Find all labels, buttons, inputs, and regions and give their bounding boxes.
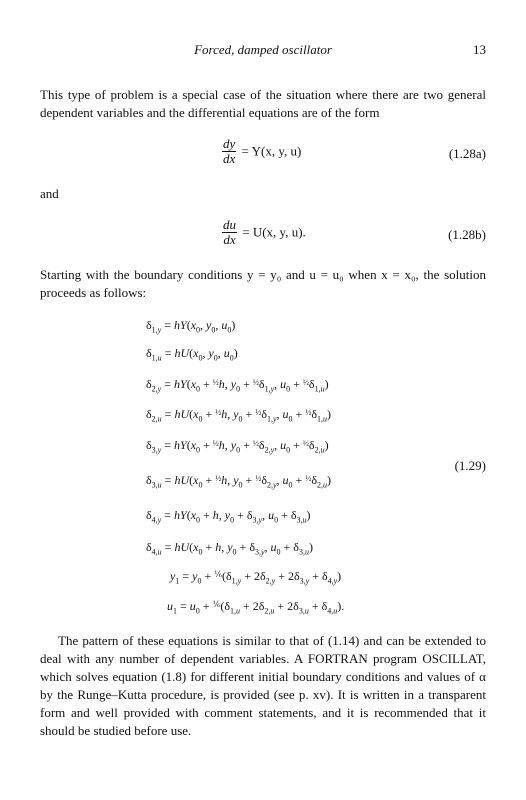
system-line-6: $\delta_{3,u} = hU(x_0 + ^{\frac{1}{2}}h$, $y_0 + ^{\frac{1}{2}}\delta_{2,y}$, $u_0 + ^{\frac{1}{2}}\delta_{2,u}$) <box>146 473 331 490</box>
boundary-paragraph: Starting with the boundary conditions y = y₀ and u = u₀ when x = x₀, the solution proceeds as follows: <box>40 267 486 300</box>
equation-number-1-28b: (1.28b) <box>448 227 486 242</box>
connector-word: and <box>40 186 59 201</box>
system-line-4: $\delta_{2,u} = hU(x_0 + ^{\frac{1}{2}}h$, $y_0 + ^{\frac{1}{2}}\delta_{1,y}$, $u_0 + ^{\frac{1}{2}}\delta_{1,u}$) <box>146 407 331 424</box>
fraction-denominator: dx <box>223 232 236 247</box>
system-line-7: $\delta_{4,y} = hY(x_0 + h$, $y_0 + \delta_{3,y}$, $u_0 + \delta_{3,u}$) <box>146 508 311 525</box>
equation-rhs: = U(x, y, u). <box>242 224 306 240</box>
equation-1-28a <box>222 137 301 166</box>
system-line-8: $\delta_{4,u} = hU(x_0 + h$, $y_0 + \delta_{3,y}$, $u_0 + \delta_{3,u}$) <box>146 540 313 557</box>
fraction-numerator: dy <box>223 136 236 151</box>
fraction-denominator: dx <box>223 151 236 166</box>
page-number: 13 <box>473 42 486 57</box>
closing-paragraph: The pattern of these equations is similar to that of (1.14) and can be extended to deal with any number of dependent variables. A FORTRAN program OSCILLAT, which solves equation (1.8) for different initial boundary conditions and values of α by the Runge–Kutta procedure, is provided (see p. xv). It is written in a transparent form and well provided with comment statements, and it is recommended that it should be studied before use. <box>40 633 486 738</box>
equation-number-1-28a: (1.28a) <box>448 146 486 161</box>
system-line-10: $u_1 = u_0 + ^{\frac{1}{6}}(\delta_{1,u} + 2\delta_{2,u} + 2\delta_{3,u} + \delta_{4,u})$. <box>167 599 345 616</box>
derivative-fraction <box>222 137 236 166</box>
system-line-1: $\delta_{1,y} = hY(x_0$, $y_0$, $u_0$) <box>146 318 236 335</box>
system-line-3: $\delta_{2,y} = hY(x_0 + ^{\frac{1}{2}}h$, $y_0 + ^{\frac{1}{2}}\delta_{1,y}$, $u_0 + ^{\frac{1}{2}}\delta_{1,u}$) <box>146 377 329 394</box>
equation-number-1-29: (1.29) <box>454 458 486 473</box>
derivative-fraction <box>222 218 237 247</box>
system-line-9: $y_1 = y_0 + ^{\frac{1}{6}}(\delta_{1,y} + 2\delta_{2,y} + 2\delta_{3,y} + \delta_{4,y})$ <box>170 569 342 586</box>
running-title: Forced, damped oscillator <box>194 42 332 57</box>
fraction-numerator: du <box>223 217 236 232</box>
equation-rhs: = Y(x, y, u) <box>241 143 302 159</box>
intro-paragraph: This type of problem is a special case of the situation where there are two general dependent variables and the differential equations are of the form <box>40 87 486 120</box>
system-line-2: $\delta_{1,u} = hU(x_0$, $y_0$, $u_0$) <box>146 346 238 363</box>
equation-1-28b <box>222 218 306 247</box>
system-line-5: $\delta_{3,y} = hY(x_0 + ^{\frac{1}{2}}h$, $y_0 + ^{\frac{1}{2}}\delta_{2,y}$, $u_0 + ^{\frac{1}{2}}\delta_{2,u}$) <box>146 438 329 455</box>
